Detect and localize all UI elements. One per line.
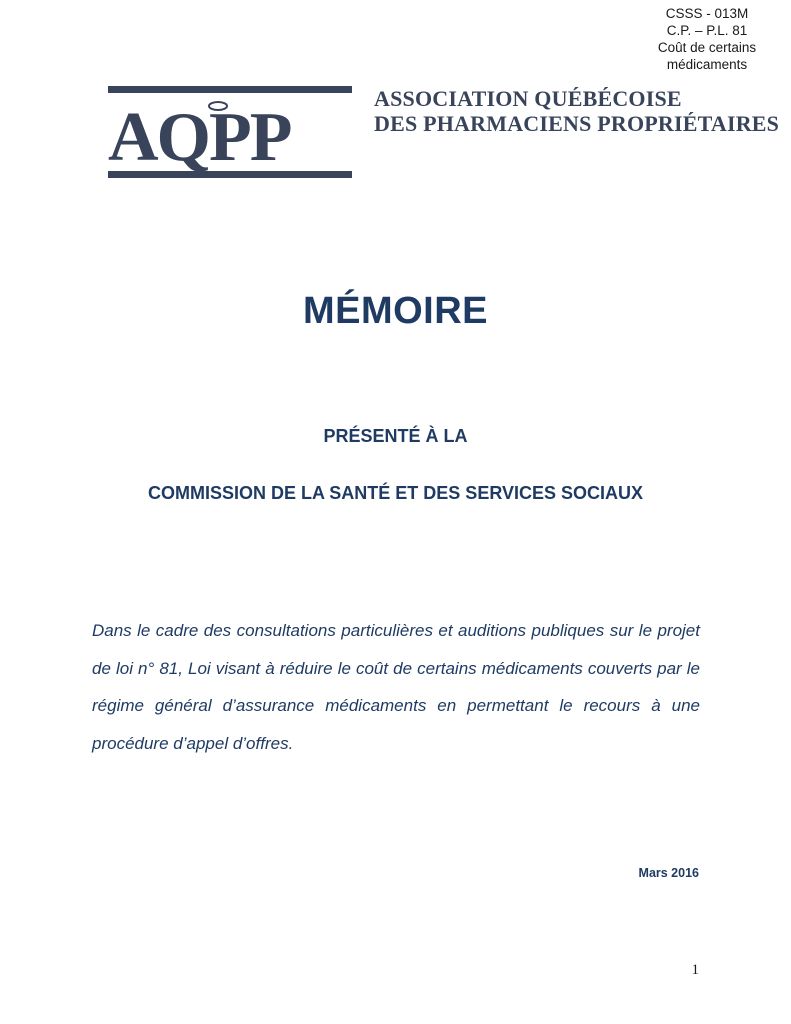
- reference-subject-line1: Coût de certains: [657, 40, 757, 55]
- reference-subject-line2: médicaments: [666, 57, 748, 72]
- commission-heading: COMMISSION DE LA SANTÉ ET DES SERVICES SOCIAUX: [147, 483, 644, 503]
- page-number: 1: [691, 962, 699, 978]
- document-title: MÉMOIRE: [302, 290, 489, 332]
- document-date: Mars 2016: [638, 866, 699, 880]
- aqpp-logo-mark: [108, 86, 354, 182]
- aqpp-logo: [108, 86, 780, 182]
- reference-bill: C.P. – P.L. 81: [666, 23, 748, 38]
- presented-to-heading: PRÉSENTÉ À LA: [323, 426, 468, 446]
- logo-name-line1: ASSOCIATION QUÉBÉCOISE: [374, 86, 682, 111]
- logo-acronym: AQPP: [108, 99, 291, 176]
- logo-name-line2: DES PHARMACIENS PROPRIÉTAIRES: [374, 111, 780, 136]
- intro-paragraph: Dans le cadre des consultations particulières et auditions publiques sur le projet de loi n° 81, Loi visant à réduire le coût de certains médicaments couverts par le régime général d’assurance médicaments en permettant le recours à une procédure d’appel d’offres.: [92, 621, 700, 753]
- reference-code: CSSS - 013M: [665, 6, 749, 21]
- logo-association-name: [374, 86, 779, 136]
